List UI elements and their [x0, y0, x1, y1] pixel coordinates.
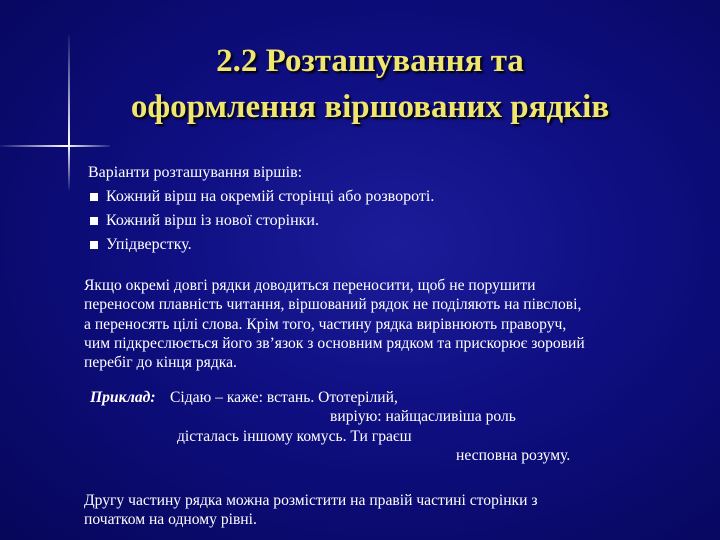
paragraph-line: початком на одному рівні. — [84, 511, 257, 529]
decorative-line-horizontal — [0, 145, 110, 147]
list-item — [88, 209, 688, 233]
title-line-2: оформлення віршованих рядків — [130, 89, 610, 125]
poem-line: несповна розуму. — [456, 446, 571, 464]
paragraph-wrapping — [84, 276, 710, 372]
square-bullet-icon — [90, 241, 98, 249]
poem-line: Сідаю – каже: встань. Ототерілий, — [170, 389, 398, 406]
example-row-1 — [84, 388, 710, 407]
poem-line: виріую: найщасливіша роль — [330, 408, 516, 426]
slide-title — [60, 38, 680, 130]
list-item — [88, 185, 688, 209]
example-row-2 — [84, 407, 710, 426]
example-row-4 — [84, 446, 710, 465]
paragraph-line: Другу частину рядка можна розмістити на правій частині сторінки з — [84, 492, 538, 509]
list-item-text: Кожний вірш із нової сторінки. — [106, 212, 319, 229]
paragraph-alignment — [84, 491, 710, 530]
example-label: Приклад: — [90, 389, 156, 406]
poem-line: дісталась іншому комусь. Ти граєш — [177, 427, 412, 445]
square-bullet-icon — [90, 193, 98, 201]
paragraph-line: а переносять цілі слова. Крім того, частину рядка вирівнюють праворуч, — [84, 315, 567, 333]
paragraph-line: чим підкреслюється його зв’язок з основним рядком та прискорює зоровий — [84, 334, 585, 352]
list-item-text: Кожний вірш на окремій сторінці або розвороті. — [106, 188, 435, 205]
paragraph-line: переносом плавність читання, віршований рядок не поділяють на півслові, — [84, 296, 582, 314]
variants-heading: Варіанти розташування віршів: — [88, 164, 303, 181]
list-item-text: Упідверстку. — [106, 236, 192, 253]
square-bullet-icon — [90, 217, 98, 225]
list-item — [88, 233, 688, 257]
title-line-1: 2.2 Розташування та — [216, 43, 524, 79]
paragraph-line: Якщо окремі довгі рядки доводиться переносити, щоб не порушити — [84, 277, 536, 294]
paragraph-line: перебіг до кінця рядка. — [84, 354, 237, 372]
variants-list — [88, 161, 688, 257]
example-row-3 — [84, 427, 710, 446]
poem-example — [84, 388, 710, 465]
